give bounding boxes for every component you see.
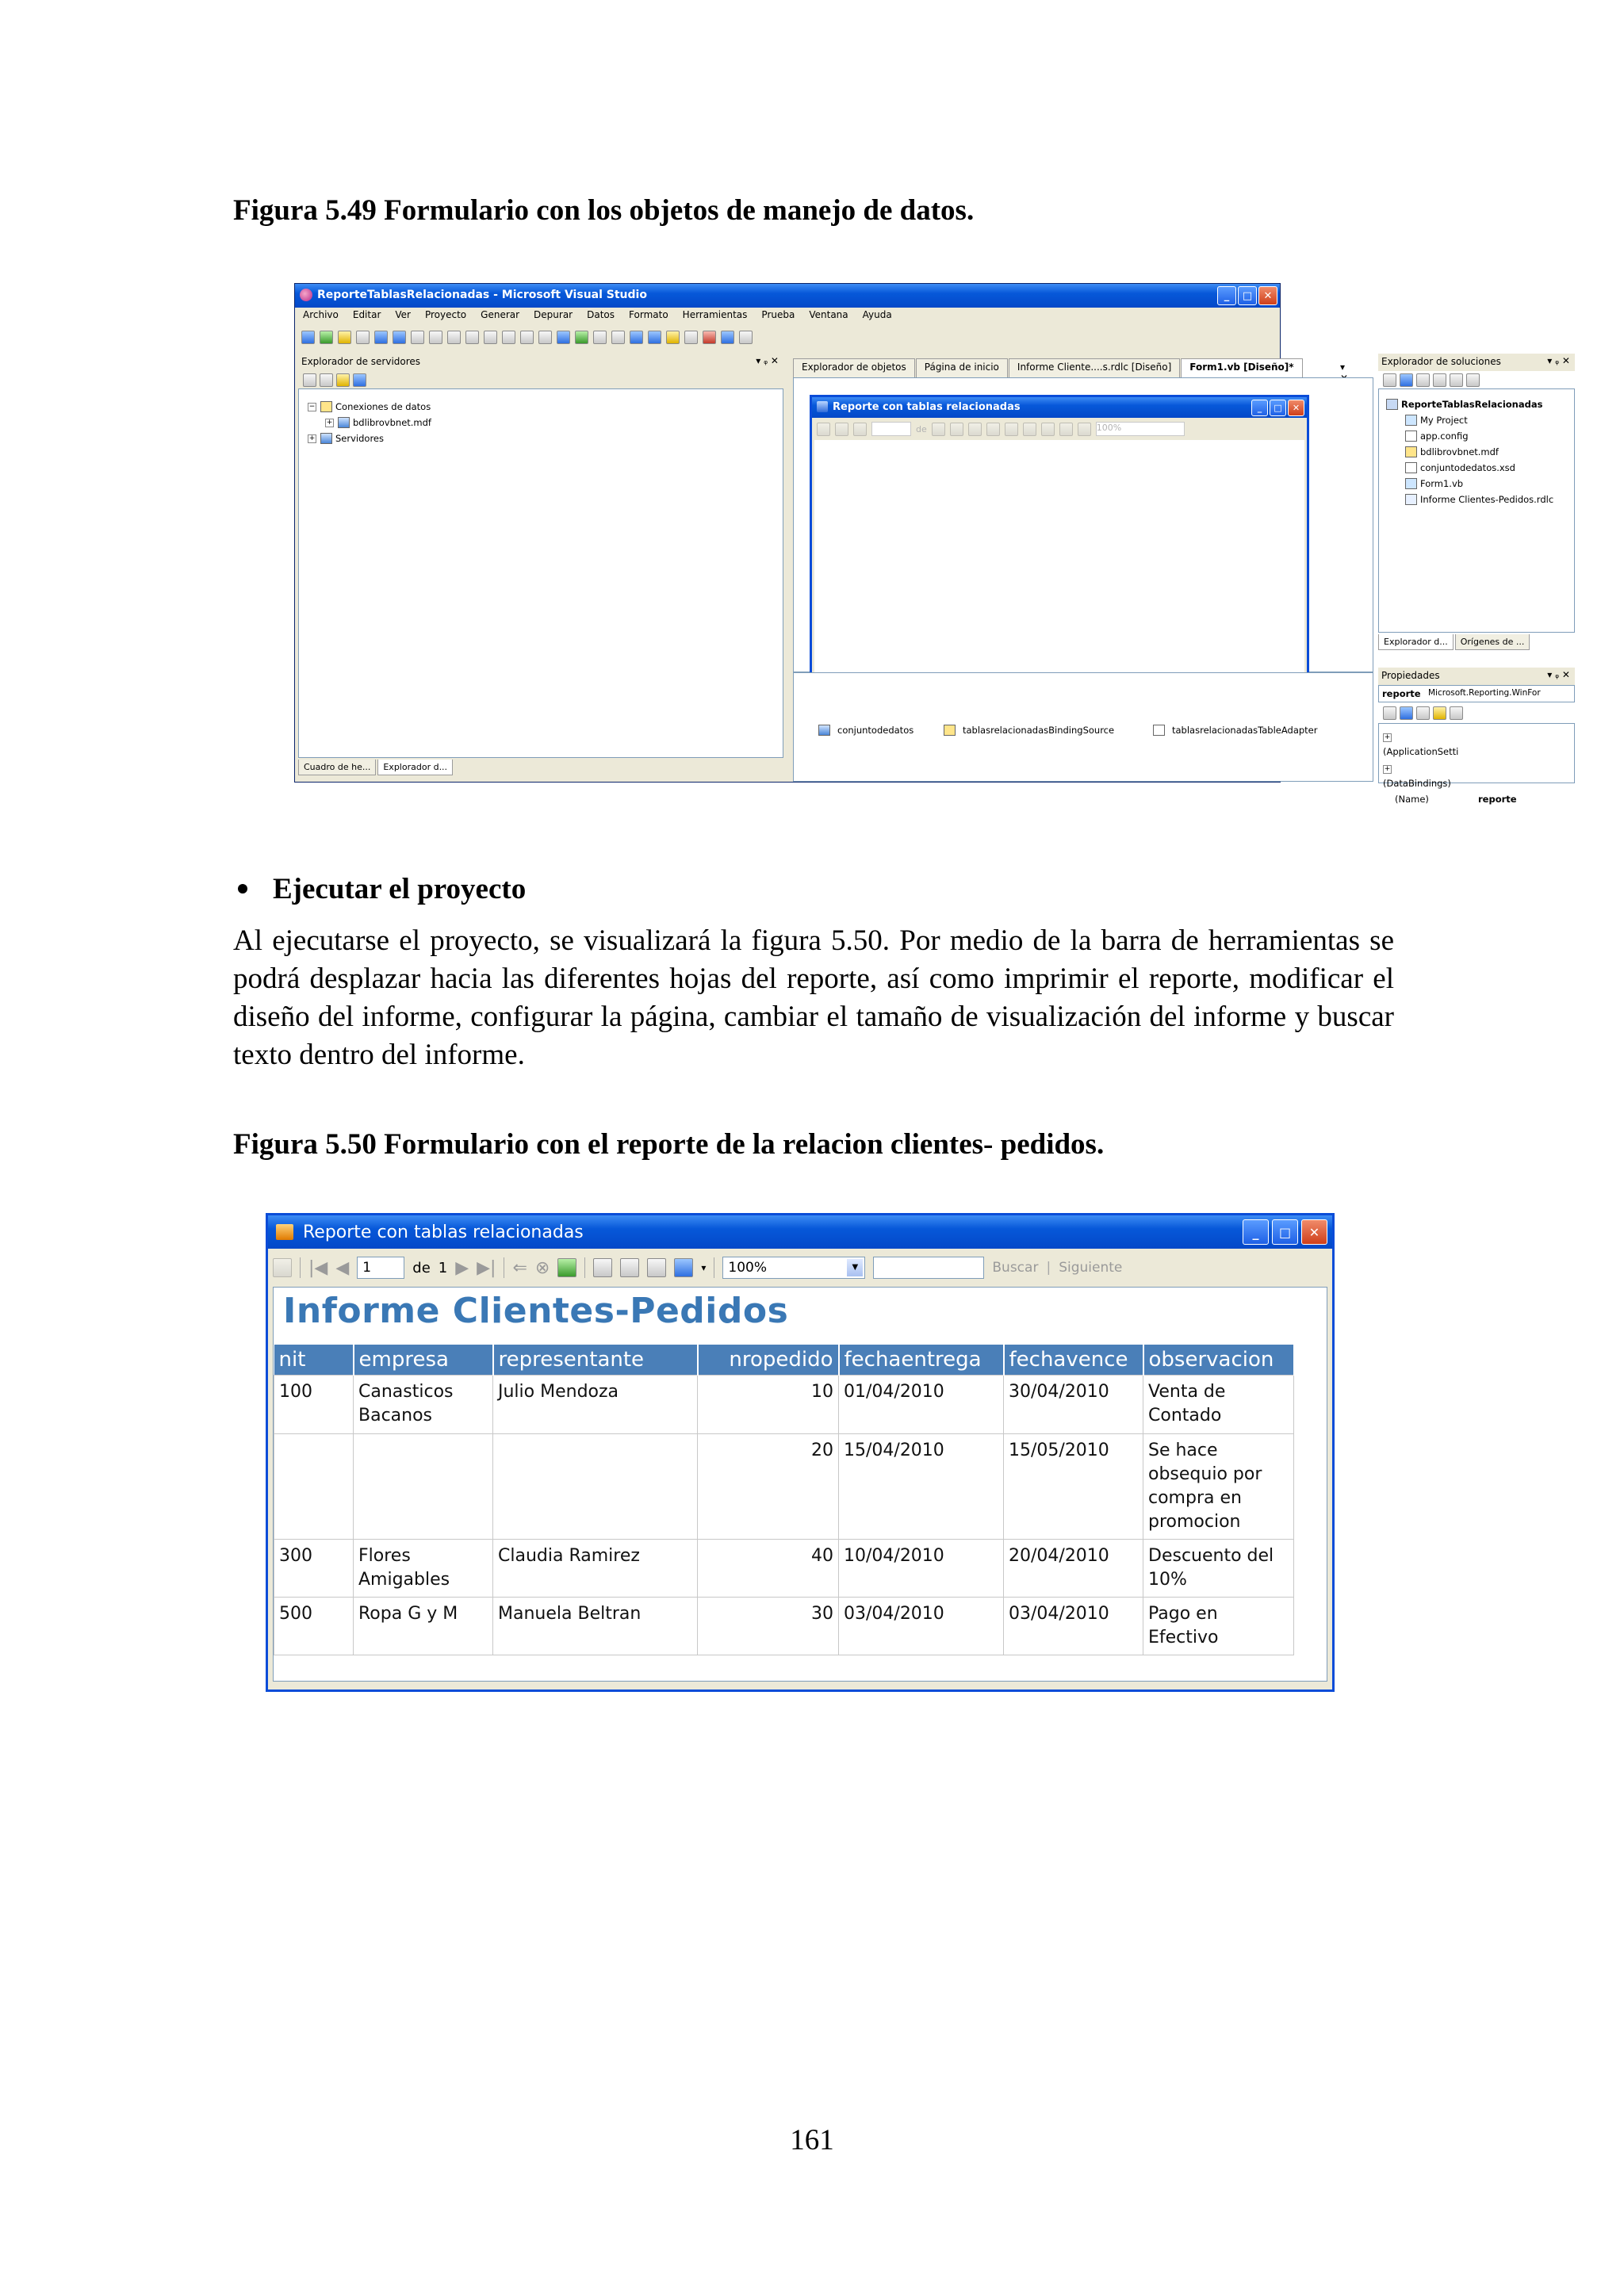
table-cell — [354, 1433, 493, 1539]
table-cell: 30/04/2010 — [1004, 1375, 1143, 1433]
tree-item-servidores[interactable]: + Servidores — [308, 433, 384, 444]
database-icon — [338, 417, 350, 428]
zoom-select — [1096, 422, 1185, 436]
refresh-icon[interactable] — [557, 1258, 576, 1277]
page-of-label: de — [412, 1259, 431, 1276]
tab-object-browser[interactable]: Explorador de objetos — [793, 358, 915, 378]
right-bottom-tabs — [1378, 634, 1530, 650]
solution-explorer-title: Explorador de soluciones — [1381, 356, 1501, 367]
vs-title-bar — [295, 284, 1280, 308]
cut-icon[interactable] — [411, 331, 424, 344]
pin-icon[interactable]: ▾ ᵩ ✕ — [756, 355, 779, 366]
table-cell: 03/04/2010 — [839, 1597, 1004, 1655]
tab-form-design[interactable]: Form1.vb [Diseño]* — [1181, 358, 1302, 378]
solution-item-mdf[interactable]: bdlibrovbnet.mdf — [1386, 444, 1553, 460]
figure-5-50-caption: Figura 5.50 Formulario con el reporte de la relacion clientes- pedidos. — [233, 1128, 1105, 1161]
section-bullet — [238, 872, 526, 906]
project-icon — [1386, 399, 1398, 410]
column-header: representante — [493, 1345, 698, 1375]
menu-ventana[interactable]: Ventana — [809, 309, 848, 320]
page-total: 1 — [438, 1259, 448, 1276]
menu-ayuda[interactable]: Ayuda — [862, 309, 892, 320]
server-explorer-title: Explorador de servidores — [301, 356, 421, 367]
table-header-row — [274, 1345, 1294, 1375]
close-icon[interactable]: ✕ — [1258, 286, 1277, 305]
tray-tableadapter[interactable]: tablasrelacionadasTableAdapter — [1153, 725, 1317, 736]
next-page-icon — [932, 423, 945, 436]
properties-header — [1378, 668, 1575, 685]
report-title: Informe Clientes-Pedidos — [283, 1291, 789, 1331]
page-of-label: de — [916, 423, 927, 434]
report-window-title: Reporte con tablas relacionadas — [303, 1223, 584, 1242]
solution-pin-icon[interactable]: ▾ ᵩ ✕ — [1547, 355, 1570, 366]
save-all-icon[interactable] — [393, 331, 406, 344]
solution-explorer-toolbar — [1378, 371, 1480, 388]
tab-report-design[interactable]: Informe Cliente....s.rdlc [Diseño] — [1009, 358, 1180, 378]
previous-page-icon[interactable]: ◀ — [335, 1257, 350, 1278]
server-explorer-toolbar — [298, 371, 366, 388]
form-icon — [817, 401, 828, 412]
properties-rows — [1383, 728, 1517, 807]
report-title-bar — [268, 1215, 1332, 1249]
properties-toolbar — [1378, 704, 1463, 721]
visual-studio-screenshot — [294, 283, 1570, 805]
first-page-icon[interactable]: |◀ — [308, 1257, 328, 1278]
first-page-icon — [835, 423, 848, 436]
form-icon — [276, 1224, 293, 1240]
figure-5-49-caption: Figura 5.49 Formulario con los objetos de manejo de datos. — [233, 194, 975, 227]
previous-page-icon — [853, 423, 867, 436]
reportviewer-toolbar — [817, 419, 1299, 438]
table-cell: Manuela Beltran — [493, 1597, 698, 1655]
tree-item-database[interactable]: + bdlibrovbnet.mdf — [326, 417, 431, 428]
menu-ver[interactable]: Ver — [395, 309, 411, 320]
page-number: 161 — [790, 2124, 834, 2156]
menu-datos[interactable]: Datos — [587, 309, 615, 320]
table-cell: 100 — [274, 1375, 354, 1433]
server-explorer-tree — [308, 399, 431, 446]
table-cell: Julio Mendoza — [493, 1375, 698, 1433]
next-page-icon[interactable]: ▶ — [455, 1257, 469, 1278]
form-close-icon[interactable]: ✕ — [1288, 400, 1304, 416]
back-icon — [968, 423, 982, 436]
bullet-text: Ejecutar el proyecto — [273, 873, 527, 905]
solution-explorer-icon[interactable] — [666, 331, 680, 344]
property-row[interactable]: +(ApplicationSetti — [1383, 733, 1459, 757]
stop-refresh-icon[interactable] — [320, 373, 333, 387]
categorized-icon[interactable] — [1383, 706, 1396, 720]
solution-item-project[interactable]: ReporteTablasRelacionadas — [1386, 396, 1553, 412]
dataset-icon — [818, 725, 830, 736]
object-browser-icon[interactable] — [721, 331, 734, 344]
body-paragraph: Al ejecutarse el proyecto, se visualizará la figura 5.50. Por medio de la barra de herramientas se podrá desplazar hacia las diferentes hojas del reporte, así como imprimir el reporte, modificar el diseño del informe, configurar la página, cambiar el tamaño de visualización del informe y buscar texto dentro del informe. — [233, 924, 1394, 1071]
minimize-icon[interactable]: _ — [1243, 1219, 1269, 1245]
view-code-icon[interactable] — [1433, 373, 1446, 387]
column-header: empresa — [354, 1345, 493, 1375]
menu-depurar[interactable]: Depurar — [534, 309, 573, 320]
menu-prueba[interactable]: Prueba — [761, 309, 795, 320]
properties-title: Propiedades — [1381, 670, 1440, 681]
zoom-select[interactable]: 100% ▼ — [722, 1257, 865, 1279]
form-title: Reporte con tablas relacionadas — [833, 401, 1021, 413]
uncomment-icon[interactable] — [502, 331, 515, 344]
report-body — [273, 1287, 1327, 1682]
table-cell: Ropa G y M — [354, 1597, 493, 1655]
solution-item-xsd[interactable]: conjuntodedatos.xsd — [1386, 460, 1553, 476]
step-icon[interactable] — [630, 331, 643, 344]
menu-generar[interactable]: Generar — [481, 309, 520, 320]
export-icon[interactable] — [674, 1258, 693, 1277]
solution-item-rdlc[interactable]: Informe Clientes-Pedidos.rdlc — [1386, 492, 1553, 507]
tab-start-page[interactable]: Página de inicio — [916, 358, 1008, 378]
table-cell: 15/05/2010 — [1004, 1433, 1143, 1539]
property-pages-icon[interactable] — [1450, 706, 1463, 720]
stop-icon — [986, 423, 1000, 436]
tab-data-sources[interactable]: Orígenes de ... — [1455, 634, 1530, 650]
page-setup-icon — [1059, 423, 1073, 436]
tab-solution-explorer[interactable]: Explorador d... — [1378, 634, 1454, 650]
chevron-down-icon: ▼ — [847, 1259, 863, 1276]
report-toolbar: |◀ ◀ 1 de 1 ▶ ▶| ⇐ ⊗ ▾ 100% ▼ Buscar | Siguiente — [273, 1252, 1327, 1284]
my-project-icon — [1405, 415, 1417, 426]
breakpoint-icon[interactable] — [648, 331, 661, 344]
print-icon[interactable] — [593, 1258, 612, 1277]
redo-icon[interactable] — [538, 331, 552, 344]
minimize-icon[interactable]: _ — [1217, 286, 1236, 305]
properties-icon[interactable] — [684, 331, 698, 344]
table-cell: Se hace obsequio por compra en promocion — [1143, 1433, 1294, 1539]
solution-explorer-header — [1378, 354, 1575, 371]
database-file-icon — [1405, 446, 1417, 457]
table-cell: 01/04/2010 — [839, 1375, 1004, 1433]
reportviewer-body — [814, 440, 1304, 677]
table-cell: Descuento del 10% — [1143, 1539, 1294, 1597]
alphabetical-icon[interactable] — [1400, 706, 1413, 720]
save-icon[interactable] — [374, 331, 388, 344]
property-row[interactable]: +(DataBindings) — [1383, 765, 1451, 789]
property-row[interactable]: (Name) reporte — [1395, 794, 1517, 805]
table-cell: 300 — [274, 1539, 354, 1597]
menu-proyecto[interactable]: Proyecto — [424, 309, 467, 320]
tree-item-conexiones[interactable]: − Conexiones de datos — [308, 401, 431, 412]
maximize-icon[interactable]: □ — [1238, 286, 1257, 305]
properties-object-name: reporte — [1382, 688, 1421, 699]
open-folder-icon[interactable] — [338, 331, 351, 344]
column-header: nit — [274, 1345, 354, 1375]
form-maximize-icon[interactable]: □ — [1270, 400, 1286, 416]
vs-toolbar — [301, 328, 1274, 346]
print-layout-icon — [1041, 423, 1055, 436]
events-icon[interactable] — [1433, 706, 1446, 720]
options-icon[interactable] — [739, 331, 753, 344]
close-icon[interactable]: ✕ — [1301, 1219, 1327, 1245]
comment-icon[interactable] — [484, 331, 497, 344]
tray-dataset[interactable]: conjuntodedatos — [818, 725, 914, 736]
table-cell: 20 — [698, 1433, 839, 1539]
column-header: fechavence — [1004, 1345, 1143, 1375]
copy-icon[interactable] — [429, 331, 442, 344]
page-input — [871, 422, 911, 436]
find-button[interactable]: Buscar — [992, 1260, 1039, 1276]
vs-window-title: ReporteTablasRelacionadas - Microsoft Visual Studio — [317, 289, 647, 301]
column-header: nropedido — [698, 1345, 839, 1375]
table-cell: 30 — [698, 1597, 839, 1655]
column-header: fechaentrega — [839, 1345, 1004, 1375]
table-cell: 500 — [274, 1597, 354, 1655]
properties-object-type: Microsoft.Reporting.WinFor — [1428, 688, 1541, 698]
table-cell: 10 — [698, 1375, 839, 1433]
table-cell: 20/04/2010 — [1004, 1539, 1143, 1597]
form-file-icon — [1405, 478, 1417, 489]
navigate-icon[interactable] — [557, 331, 570, 344]
document-map-icon[interactable] — [273, 1258, 292, 1277]
class-diagram-icon[interactable] — [1466, 373, 1480, 387]
find-next-button[interactable]: Siguiente — [1059, 1260, 1123, 1276]
start-debug-icon[interactable] — [575, 331, 588, 344]
table-cell: 10/04/2010 — [839, 1539, 1004, 1597]
refresh-icon — [1005, 423, 1018, 436]
report-file-icon — [1405, 494, 1417, 505]
table-cell: Canasticos Bacanos — [354, 1375, 493, 1433]
connect-server-icon[interactable] — [353, 373, 366, 387]
table-cell: Pago en Efectivo — [1143, 1597, 1294, 1655]
properties-object-select[interactable] — [1378, 685, 1575, 702]
table-row — [274, 1433, 1294, 1539]
server-explorer-header — [298, 354, 783, 371]
stop-icon[interactable] — [611, 331, 625, 344]
xsd-file-icon — [1405, 462, 1417, 473]
tableadapter-icon — [1153, 725, 1165, 736]
connect-database-icon[interactable] — [336, 373, 350, 387]
refresh-icon[interactable] — [1416, 373, 1430, 387]
maximize-icon[interactable]: □ — [1272, 1219, 1298, 1245]
stop-icon[interactable]: ⊗ — [534, 1257, 550, 1278]
menu-herramientas[interactable]: Herramientas — [682, 309, 748, 320]
paste-icon[interactable] — [447, 331, 461, 344]
properties-icon[interactable] — [1383, 373, 1396, 387]
document-tabs — [793, 358, 1304, 377]
table-cell: Flores Amigables — [354, 1539, 493, 1597]
current-page-input[interactable]: 1 — [357, 1257, 404, 1279]
menu-archivo[interactable]: Archivo — [303, 309, 339, 320]
table-row — [274, 1597, 1294, 1655]
table-cell: Venta de Contado — [1143, 1375, 1294, 1433]
print-icon — [1023, 423, 1036, 436]
server-icon — [320, 433, 332, 444]
add-icon[interactable] — [356, 331, 370, 344]
visual-studio-icon — [300, 289, 312, 301]
properties-pin-icon[interactable]: ▾ ᵩ ✕ — [1547, 669, 1570, 680]
tab-toolbox[interactable]: Cuadro de he... — [298, 760, 376, 775]
solution-item-myproject[interactable]: My Project — [1386, 412, 1553, 428]
search-input[interactable] — [873, 1257, 984, 1279]
document-map-icon — [817, 423, 830, 436]
config-file-icon — [1405, 430, 1417, 442]
export-dropdown-icon[interactable]: ▾ — [701, 1262, 707, 1273]
tray-bindingsource[interactable]: tablasrelacionadasBindingSource — [944, 725, 1114, 736]
find-icon[interactable] — [465, 331, 479, 344]
tab-close-icon[interactable]: ▾ — [1340, 362, 1346, 373]
table-row — [274, 1539, 1294, 1597]
back-icon[interactable]: ⇐ — [512, 1257, 527, 1278]
toolbox-icon[interactable] — [703, 331, 716, 344]
refresh-icon[interactable] — [303, 373, 316, 387]
new-project-icon[interactable] — [301, 331, 315, 344]
menu-formato[interactable]: Formato — [629, 309, 668, 320]
designed-form[interactable] — [810, 395, 1309, 682]
left-bottom-tabs — [298, 760, 453, 775]
report-window-screenshot — [266, 1213, 1335, 1692]
zoom-value: 100% — [1096, 423, 1122, 433]
show-all-files-icon[interactable] — [1400, 373, 1413, 387]
menu-editar[interactable]: Editar — [352, 309, 381, 320]
report-table — [274, 1345, 1295, 1655]
table-row — [274, 1375, 1294, 1433]
last-page-icon — [950, 423, 963, 436]
table-cell: 03/04/2010 — [1004, 1597, 1143, 1655]
vs-menu-bar — [303, 309, 892, 325]
bullet-icon — [238, 884, 247, 894]
properties-view-icon[interactable] — [1416, 706, 1430, 720]
form-minimize-icon[interactable]: _ — [1251, 400, 1268, 416]
folder-icon — [320, 401, 332, 412]
table-cell: 15/04/2010 — [839, 1433, 1004, 1539]
last-page-icon[interactable]: ▶| — [477, 1257, 496, 1278]
undo-icon[interactable] — [520, 331, 534, 344]
table-cell: Claudia Ramirez — [493, 1539, 698, 1597]
page-setup-icon[interactable] — [647, 1258, 666, 1277]
bindingsource-icon — [944, 725, 956, 736]
pause-icon[interactable] — [593, 331, 607, 344]
tab-server-explorer[interactable]: Explorador d... — [377, 760, 453, 775]
form-title-bar — [812, 397, 1307, 418]
print-layout-icon[interactable] — [620, 1258, 639, 1277]
add-item-icon[interactable] — [320, 331, 333, 344]
table-cell: 40 — [698, 1539, 839, 1597]
export-icon — [1078, 423, 1091, 436]
table-cell — [274, 1433, 354, 1539]
view-designer-icon[interactable] — [1450, 373, 1463, 387]
solution-item-appconfig[interactable]: app.config — [1386, 428, 1553, 444]
table-cell — [493, 1433, 698, 1539]
column-header: observacion — [1143, 1345, 1294, 1375]
solution-tree — [1386, 396, 1553, 507]
solution-item-form1[interactable]: Form1.vb — [1386, 476, 1553, 492]
